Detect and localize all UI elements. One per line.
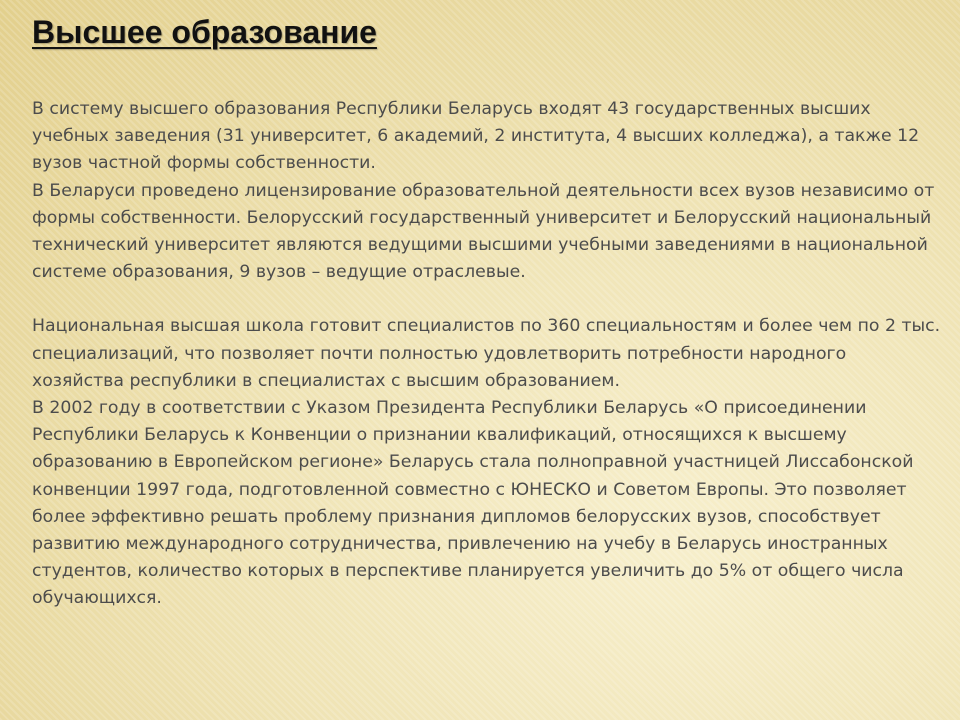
paragraph-spacer xyxy=(32,286,942,313)
slide-title: Высшее образование xyxy=(32,14,377,50)
paragraph-universities: В систему высшего образования Республики Беларусь входят 43 государственных высших учебных заведения (31 университет, 6 академий, 2 института, 4 высших колледжа), а также 12 вузов частной формы собственности. xyxy=(32,99,920,174)
slide-body xyxy=(32,96,942,613)
paragraph-specialties: Национальная высшая школа готовит специалистов по 360 специальностям и более чем по 2 тыс. специализаций, что позволяет почти полностью удовлетворить потребности народного хозяйства республики в специалистах с высшим образованием. xyxy=(32,316,941,391)
paragraph-licensing: В Беларуси проведено лицензирование образовательной деятельности всех вузов независимо от формы собственности. Белорусский государственный университет и Белорусский национальный технический университет являются ведущими высшими учебными заведениями в национальной системе образования, 9 вузов – ведущие отраслевые. xyxy=(32,180,935,283)
paragraph-lisbon-convention: В 2002 году в соответствии с Указом Президента Республики Беларусь «О присоединении Республики Беларусь к Конвенции о признании квалификаций, относящихся к высшему образованию в Европейском регионе» Беларусь стала полноправной участницей Лиссабонской конвенции 1997 года, подготовленной совместно с ЮНЕСКО и Советом Европы. Это позволяет более эффективно решать проблему признания дипломов белорусских вузов, способствует развитию международного сотрудничества, привлечению на учебу в Беларусь иностранных студентов, количество которых в перспективе планируется увеличить до 5% от общего числа обучающихся. xyxy=(32,398,914,609)
